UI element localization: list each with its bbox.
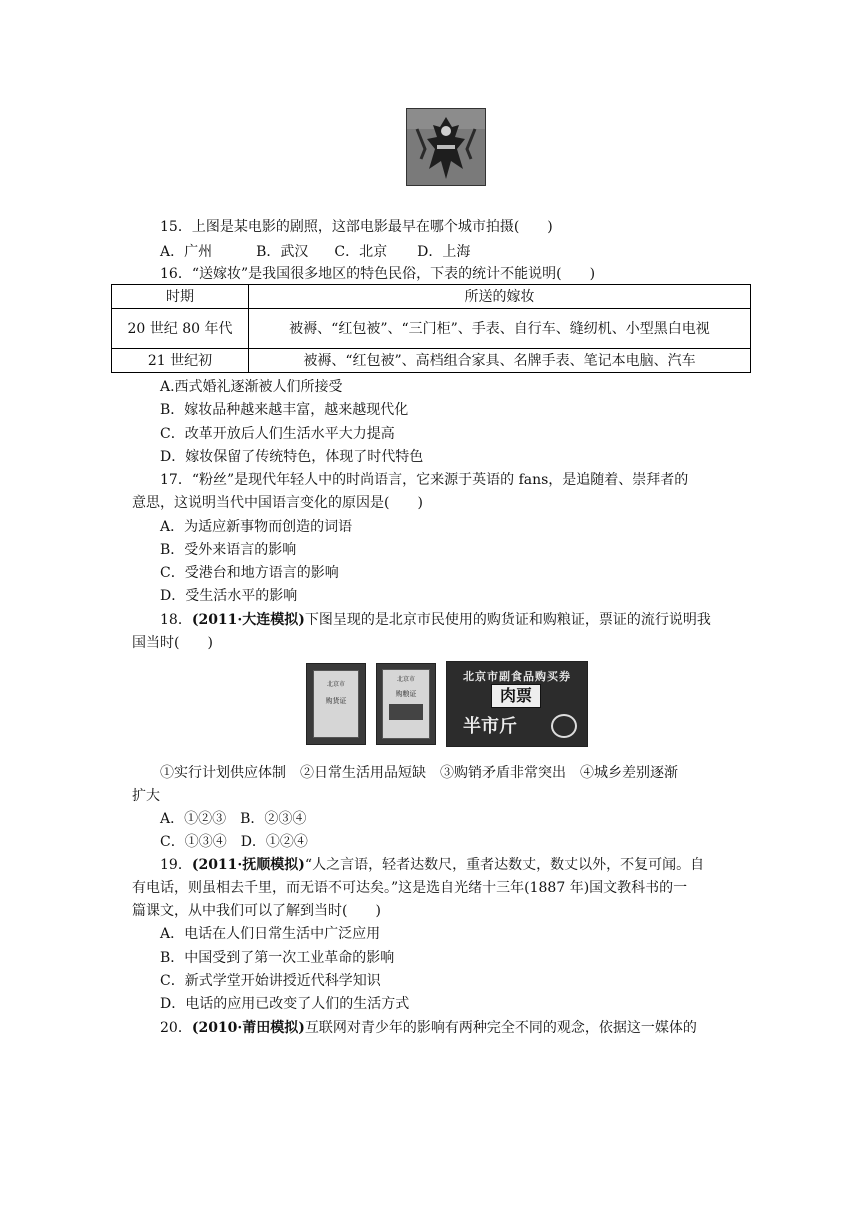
- table-header-dowry: 所送的嫁妆: [249, 285, 751, 309]
- q15-option-a[interactable]: A．广州: [160, 244, 213, 260]
- q17-stem-line1: 17．“粉丝”是现代年轻人中的时尚语言，它来源于英语的 fans，是追随着、崇拜者的: [160, 472, 689, 488]
- purchase-card-text: 购货证: [325, 697, 347, 705]
- meat-coupon-amount: 半市斤: [463, 716, 517, 737]
- q20-source: (2010·莆田模拟): [191, 1020, 305, 1036]
- q19-option-b[interactable]: B．中国受到了第一次工业革命的影响: [160, 950, 395, 966]
- table-cell-dowry: 被褥、“红包被”、高档组合家具、名牌手表、笔记本电脑、汽车: [249, 349, 751, 373]
- q16-option-a[interactable]: A.西式婚礼逐渐被人们所接受: [160, 379, 343, 395]
- q16-stem: 16．“送嫁妆”是我国很多地区的特色民俗，下表的统计不能说明( ): [160, 266, 596, 282]
- q19-option-c[interactable]: C．新式学堂开始讲授近代科学知识: [160, 973, 381, 989]
- table-cell-dowry: 被褥、“红包被”、“三门柜”、手表、自行车、缝纫机、小型黑白电视: [249, 309, 751, 349]
- purchase-card-inner: [313, 670, 359, 738]
- q19-stem-rest: “人之言语，轻者达数尺，重者达数丈，数丈以外，不复可闻。自: [304, 857, 705, 873]
- grain-card-text: 购粮证: [395, 690, 417, 698]
- q18-stem-line2: 国当时( ): [132, 635, 213, 651]
- q17-option-c[interactable]: C．受港台和地方语言的影响: [160, 565, 339, 581]
- q17-option-d[interactable]: D．受生活水平的影响: [160, 588, 298, 604]
- table-row: [112, 309, 751, 349]
- q18-statements-line1: ①实行计划供应体制 ②日常生活用品短缺 ③购销矛盾非常突出 ④城乡差别逐渐: [160, 765, 678, 781]
- q19-stem-line3: 篇课文，从中我们可以了解到当时( ): [132, 903, 381, 919]
- q15-stem: 15．上图是某电影的剧照，这部电影最早在哪个城市拍摄( ): [160, 219, 553, 235]
- q19-source: (2011·抚顺模拟): [191, 857, 305, 873]
- grain-card-text: 北京市: [396, 676, 415, 683]
- q16-option-c[interactable]: C．改革开放后人们生活水平大力提高: [160, 426, 395, 442]
- q17-stem-line2: 意思，这说明当代中国语言变化的原因是( ): [132, 495, 423, 511]
- q19-number: 19．: [160, 857, 192, 873]
- q20-stem-rest: 互联网对青少年的影响有两种完全不同的观念，依据这一媒体的: [304, 1020, 697, 1036]
- q18-stem-rest: 下图呈现的是北京市民使用的购货证和购粮证，票证的流行说明我: [304, 612, 711, 628]
- q19-stem-line2: 有电话，则虽相去千里，而无语不可达矣。”这是选自光绪十三年(1887 年)国文教科书的一: [132, 880, 688, 896]
- meat-coupon-seal: [551, 714, 577, 738]
- purchase-card-text: 北京市: [326, 681, 345, 688]
- q18-options-row2[interactable]: C．①③④ D．①②④: [160, 834, 308, 850]
- q15-option-b[interactable]: B．武汉: [256, 244, 309, 260]
- q18-source: (2011·大连模拟): [191, 612, 305, 628]
- q15-options: [160, 242, 470, 262]
- q19-stem-line1: [160, 855, 704, 875]
- table-header-period: 时期: [112, 285, 249, 309]
- meat-coupon-header: 北京市副食品购买券: [463, 670, 571, 683]
- grain-card-inner: [382, 669, 430, 739]
- q18-number: 18．: [160, 612, 192, 628]
- q17-option-b[interactable]: B．受外来语言的影响: [160, 542, 297, 558]
- grain-card-image: [376, 663, 436, 745]
- table-row: [112, 349, 751, 373]
- meat-coupon-image: [446, 661, 588, 747]
- table-cell-period: 20 世纪 80 年代: [112, 309, 249, 349]
- dowry-table: [111, 284, 751, 373]
- film-still-photo: [406, 108, 486, 186]
- q18-options-row1[interactable]: A．①②③ B．②③④: [160, 811, 307, 827]
- q20-number: 20．: [160, 1020, 192, 1036]
- meat-coupon-title: 肉票: [491, 684, 541, 708]
- q20-stem-line1: [160, 1018, 697, 1038]
- q19-option-a[interactable]: A．电话在人们日常生活中广泛应用: [160, 926, 381, 942]
- q16-option-b[interactable]: B．嫁妆品种越来越丰富，越来越现代化: [160, 402, 409, 418]
- q19-option-d[interactable]: D．电话的应用已改变了人们的生活方式: [160, 996, 410, 1012]
- q16-option-d[interactable]: D．嫁妆保留了传统特色，体现了时代特色: [160, 449, 424, 465]
- q15-option-c[interactable]: C．北京: [334, 244, 388, 260]
- grain-card-stamp: [389, 704, 423, 720]
- q15-option-d[interactable]: D．上海: [417, 244, 471, 260]
- q18-statements-line2: 扩大: [132, 788, 160, 804]
- q17-option-a[interactable]: A．为适应新事物而创造的词语: [160, 519, 353, 535]
- q18-stem-line1: [160, 610, 711, 630]
- purchase-card-image: [306, 663, 366, 745]
- table-cell-period: 21 世纪初: [112, 349, 249, 373]
